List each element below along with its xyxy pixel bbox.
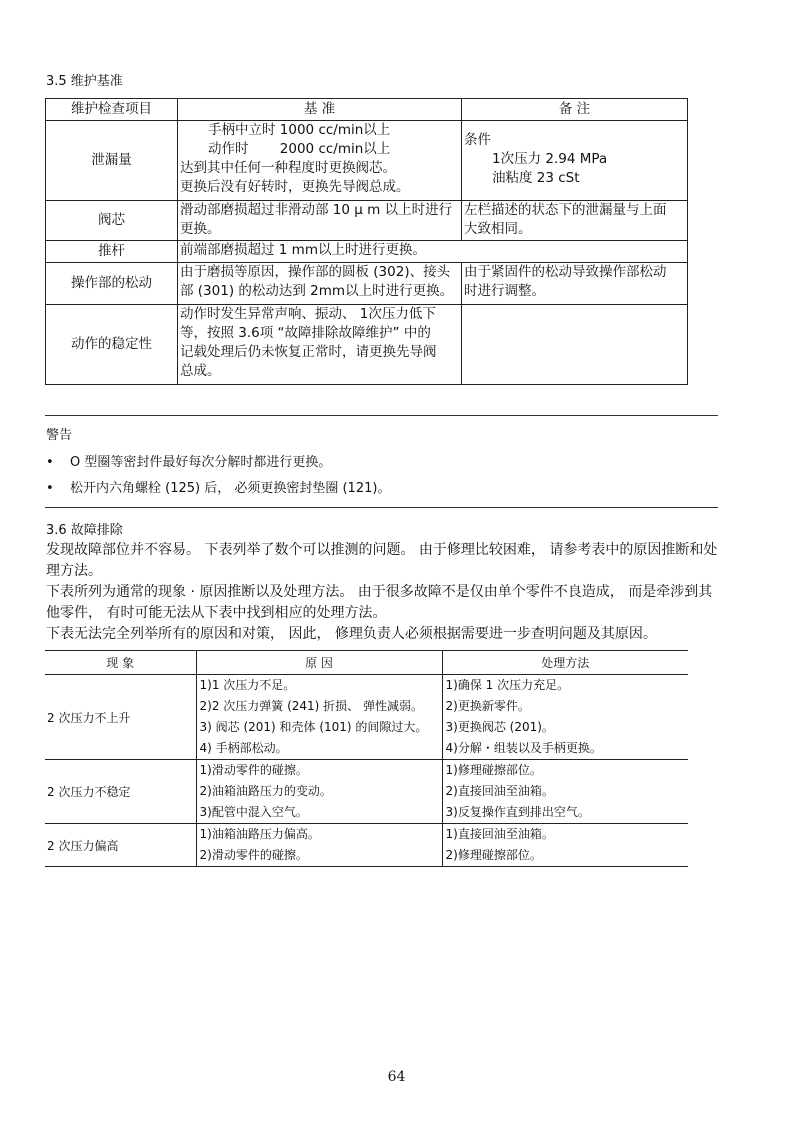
remark-line: 大致相同。 — [464, 221, 532, 237]
table-header-row — [46, 99, 688, 121]
section-3-6-title: 3.6 故障排除 — [46, 523, 123, 538]
bullet-icon: • — [46, 455, 54, 470]
row-remark — [462, 121, 688, 201]
std-line: 前端部磨损超过 1 mm以上时进行更换。 — [180, 242, 426, 258]
cause-line: 1)1 次压力不足。 — [199, 678, 296, 692]
row-symptom: 2 次压力不稳定 — [45, 760, 196, 824]
cause-line: 2)2 次压力弹簧 (241) 折损、 弹性减弱。 — [199, 699, 423, 713]
row-remedies — [442, 760, 688, 824]
table-header-row — [45, 651, 688, 675]
divider — [45, 507, 718, 508]
remark-line: 由于紧固件的松动导致操作部松动 — [464, 264, 667, 280]
table-row — [46, 201, 688, 241]
header-remark: 备 注 — [462, 99, 688, 121]
row-causes — [196, 675, 442, 760]
paragraph: 发现故障部位并不容易。 下表列举了数个可以推测的问题。 由于修理比较困难， 请参考表中的原因推断和处理方法。 — [46, 542, 718, 579]
list-item — [46, 453, 390, 479]
header-symptom: 现 象 — [45, 651, 196, 675]
row-remark — [462, 305, 688, 385]
header-remedy: 处理方法 — [442, 651, 688, 675]
cause-line: 2)滑动零件的碰擦。 — [199, 848, 308, 862]
table-row — [45, 675, 688, 760]
table-row — [46, 241, 688, 263]
cause-line: 3)配管中混入空气。 — [199, 805, 308, 819]
maintenance-standard-table — [45, 98, 688, 385]
std-line: 滑动部磨损超过非滑动部 10 μ m 以上时进行 — [180, 202, 453, 218]
std-line: 手柄中立时 1000 cc/min以上 — [208, 122, 391, 138]
row-standard — [178, 121, 462, 201]
remedy-line: 4)分解・组装以及手柄更换。 — [445, 741, 602, 755]
row-causes — [196, 760, 442, 824]
remedy-line: 3)更换阀芯 (201)。 — [445, 720, 554, 734]
std-line: 部 (301) 的松动达到 2mm以上时进行更换。 — [180, 283, 454, 299]
std-line: 总成。 — [180, 363, 221, 379]
list-item — [46, 479, 390, 505]
paragraph: 下表无法完全列举所有的原因和对策， 因此， 修理负责人必须根据需要进一步查明问题及其原因。 — [46, 626, 657, 642]
remedy-line: 2)直接回油至油箱。 — [445, 784, 554, 798]
header-item: 维护检查项目 — [46, 99, 178, 121]
std-line: 更换后没有好转时，更换先导阀总成。 — [180, 179, 410, 195]
row-remark — [462, 201, 688, 241]
paragraph: 下表所列为通常的现象 · 原因推断以及处理方法。 由于很多故障不是仅由单个零件不良造成， 而是牵涉到其他零件， 有时可能无法从下表中找到相应的处理方法。 — [46, 584, 713, 621]
cause-line: 4) 手柄部松动。 — [199, 741, 288, 755]
remark-line: 左栏描述的状态下的泄漏量与上面 — [464, 202, 667, 218]
std-line: 动作时 2000 cc/min以上 — [208, 141, 391, 157]
cause-line: 2)油箱油路压力的变动。 — [199, 784, 332, 798]
row-remedies — [442, 824, 688, 867]
table-row — [46, 263, 688, 305]
cause-line: 1)油箱油路压力偏高。 — [199, 827, 320, 841]
std-line: 动作时发生异常声响、振动、 1次压力低下 — [180, 306, 436, 322]
row-item: 阀芯 — [46, 201, 178, 241]
std-line: 更换。 — [180, 221, 221, 237]
warning-text: 松开内六角螺栓 (125) 后， 必须更换密封垫圈 (121)。 — [70, 481, 391, 496]
remedy-line: 1)确保 1 次压力充足。 — [445, 678, 570, 692]
remedy-line: 2)更换新零件。 — [445, 699, 530, 713]
table-row — [45, 760, 688, 824]
row-causes — [196, 824, 442, 867]
remedy-line: 1)修理碰擦部位。 — [445, 763, 542, 777]
remedy-line: 1)直接回油至油箱。 — [445, 827, 554, 841]
row-symptom: 2 次压力偏高 — [45, 824, 196, 867]
remark-line: 1次压力 2.94 MPa — [492, 151, 608, 167]
row-remark — [462, 263, 688, 305]
header-cause: 原 因 — [196, 651, 442, 675]
warning-text: O 型圈等密封件最好每次分解时都进行更换。 — [70, 455, 332, 470]
row-item: 动作的稳定性 — [46, 305, 178, 385]
row-standard — [178, 263, 462, 305]
remedy-line: 3)反复操作直到排出空气。 — [445, 805, 590, 819]
page-number: 64 — [387, 1069, 406, 1085]
remark-line: 时进行调整。 — [464, 283, 545, 299]
troubleshooting-table — [45, 650, 688, 867]
warning-list — [46, 453, 390, 505]
remark-line: 条件 — [464, 132, 491, 148]
bullet-icon: • — [46, 481, 54, 496]
row-standard — [178, 201, 462, 241]
remark-line: 油粘度 23 cSt — [492, 170, 580, 186]
table-row — [46, 305, 688, 385]
remedy-line: 2)修理碰擦部位。 — [445, 848, 542, 862]
row-item: 操作部的松动 — [46, 263, 178, 305]
warning-title: 警告 — [46, 428, 73, 443]
std-line: 等，按照 3.6项 “故障排除故障维护” 中的 — [180, 325, 431, 341]
row-item: 泄漏量 — [46, 121, 178, 201]
section-3-5-title: 3.5 维护基准 — [46, 74, 123, 89]
row-item: 推杆 — [46, 241, 178, 263]
std-line: 由于磨损等原因，操作部的圆板 (302)、接头 — [180, 264, 451, 280]
header-standard: 基 准 — [178, 99, 462, 121]
divider — [45, 415, 718, 416]
row-remedies — [442, 675, 688, 760]
row-standard — [178, 305, 462, 385]
cause-line: 1)滑动零件的碰擦。 — [199, 763, 308, 777]
cause-line: 3) 阀芯 (201) 和壳体 (101) 的间隙过大。 — [199, 720, 428, 734]
table-row — [46, 121, 688, 201]
row-standard — [178, 241, 688, 263]
row-symptom: 2 次压力不上升 — [45, 675, 196, 760]
table-row — [45, 824, 688, 867]
std-line: 达到其中任何一种程度时更换阀芯。 — [180, 160, 396, 176]
std-line: 记载处理后仍未恢复正常时，请更换先导阀 — [180, 344, 437, 360]
